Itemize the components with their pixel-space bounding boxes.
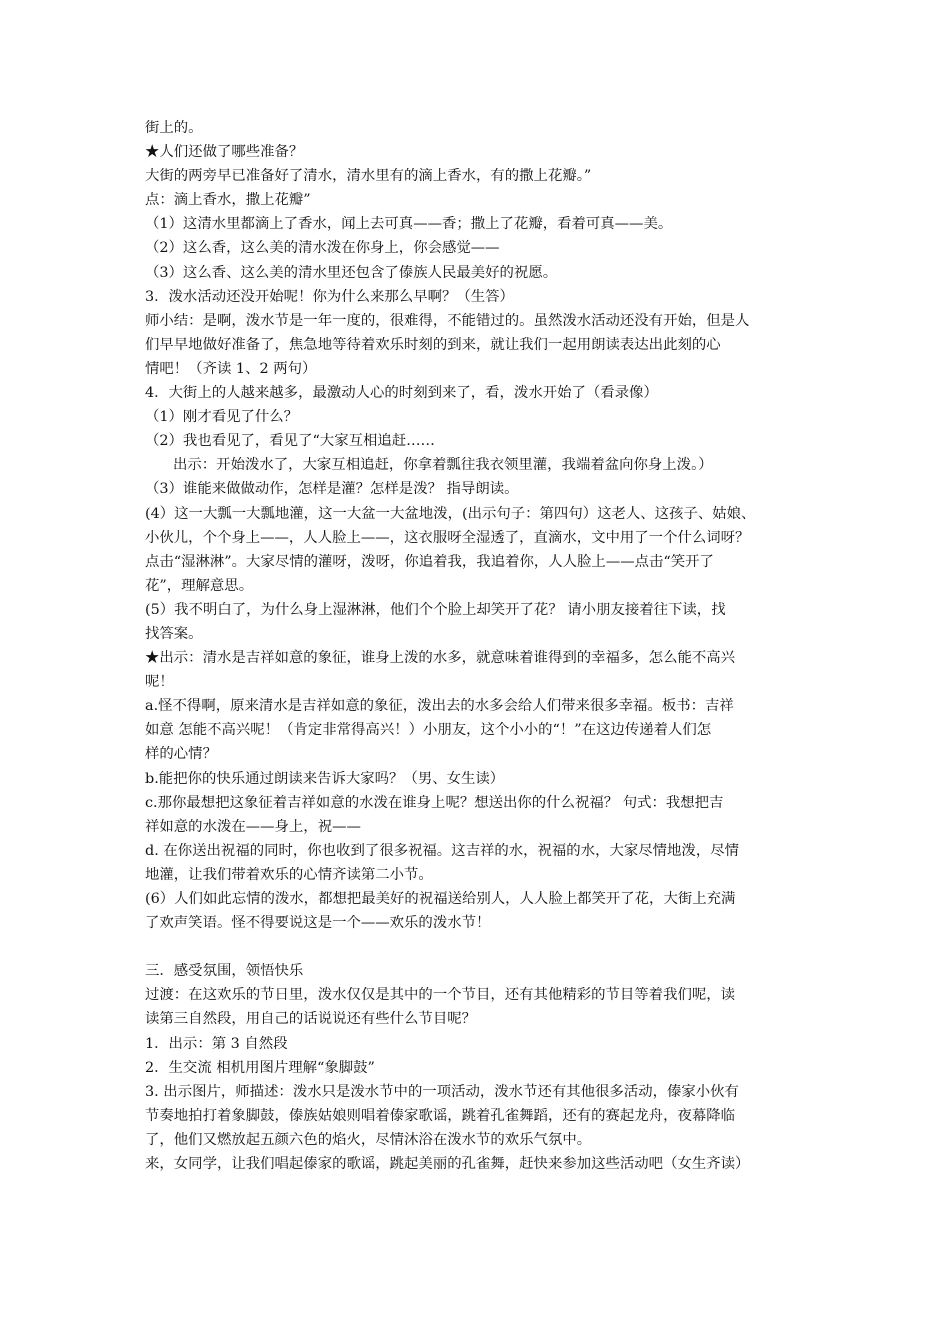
text-line: 过渡：在这欢乐的节日里，泼水仅仅是其中的一个节目，还有其他精彩的节目等着我们呢，读 [145,987,736,1004]
text-line: （2）我也看见了，看见了“大家互相追赶…… [145,433,435,450]
blank-line [145,935,813,959]
question-line: ★人们还做了哪些准备？ [145,144,304,161]
text-line: 样的心情？ [145,746,217,763]
text-line: 师小结：是啊，泼水节是一年一度的，很难得，不能错过的。虽然泼水活动还没有开始，但是人 [145,312,750,329]
text-line: 来，女同学，让我们唱起傣家的歌谣，跳起美丽的孔雀舞，赶快来参加这些活动吧（女生齐读） [145,1156,750,1173]
text-line: (4）这一大瓢一大瓢地灌，这一大盆一大盆地泼，(出示句子：第四句）这老人、这孩子、姑娘、 [145,505,756,522]
text-line: 呢！ [145,674,174,691]
text-line: 地灌，让我们带着欢乐的心情齐读第二小节。 [145,866,433,883]
text-line: d. 在你送出祝福的同时，你也收到了很多祝福。这吉祥的水，祝福的水，大家尽情地泼，尽情 [145,842,739,859]
text-line: 找答案。 [145,625,203,642]
text-line: 点击“湿淋淋”。大家尽情的灌呀，泼呀，你追着我，我追着你，人人脸上——点击“笑开了 [145,553,714,570]
text-line: （1）刚才看见了什么？ [145,409,299,426]
text-line: a.怪不得啊，原来清水是吉祥如意的象征，泼出去的水多会给人们带来很多幸福。板书：吉祥 [145,698,734,715]
text-line: 大街的两旁早已准备好了清水，清水里有的滴上香水，有的撒上花瓣。” [145,168,592,185]
text-line: 情吧！（齐读 1、2 两句） [145,360,317,377]
text-line: 花”，理解意思。 [145,577,254,594]
text-line: 2．生交流 相机用图片理解“象脚鼓” [145,1059,375,1076]
text-line: 3．泼水活动还没开始呢！你为什么来那么早啊？（生答） [145,288,514,305]
text-line: 1．出示：第 3 自然段 [145,1035,288,1052]
text-line: 祥如意的水泼在——身上，祝—— [145,818,361,835]
text-line: c.那你最想把这象征着吉祥如意的水泼在谁身上呢？想送出你的什么祝福？ 句式：我想把吉 [145,794,724,811]
question-line: ★出示：清水是吉祥如意的象征，谁身上泼的水多，就意味着谁得到的幸福多，怎么能不高兴 [145,650,736,667]
text-line: 出示：开始泼水了，大家互相追赶，你拿着瓢往我衣领里灌，我端着盆向你身上泼。） [173,457,713,474]
text-line: （2）这么香，这么美的清水泼在你身上，你会感觉—— [145,240,500,257]
text-line: （3）这么香、这么美的清水里还包含了傣族人民最美好的祝愿。 [145,264,558,281]
text-line: （3）谁能来做做动作，怎样是灌？怎样是泼？ 指导朗读。 [145,481,519,498]
text-line: 读第三自然段，用自己的话说说还有些什么节目呢？ [145,1011,476,1028]
text-line: 4．大街上的人越来越多，最激动人心的时刻到来了，看，泼水开始了（看录像） [145,385,658,402]
text-line: 如意 怎能不高兴呢！（肯定非常得高兴！）小朋友，这个小小的“！”在这边传递着人们怎 [145,722,712,739]
text-line: 街上的。 [145,120,203,136]
section-heading: 三．感受氛围，领悟快乐 [145,963,304,980]
text-line: (5）我不明白了，为什么身上湿淋淋，他们个个脸上却笑开了花？ 请小朋友接着往下读，找 [145,601,726,618]
text-line: 3. 出示图片，师描述：泼水只是泼水节中的一项活动，泼水节还有其他很多活动，傣家小伙有 [145,1083,739,1100]
text-line: 点：滴上香水，撒上花瓣” [145,192,311,209]
text-line: (6）人们如此忘情的泼水，都想把最美好的祝福送给别人，人人脸上都笑开了花，大街上充满 [145,891,736,907]
text-line: 了，他们又燃放起五颜六色的焰火，尽情沐浴在泼水节的欢乐气氛中。 [145,1131,592,1148]
text-line: 们早早地做好准备了，焦急地等待着欢乐时刻的到来，就让我们一起用朗读表达出此刻的心 [145,336,721,353]
document-page [145,116,813,1176]
text-line: b.能把你的快乐通过朗读来告诉大家吗？（男、女生读） [145,770,505,787]
text-line: 节奏地拍打着象脚鼓，傣族姑娘则唱着傣家歌谣，跳着孔雀舞蹈，还有的赛起龙舟，夜幕降临 [145,1107,736,1124]
text-line: （1）这清水里都滴上了香水，闻上去可真——香；撒上了花瓣，看着可真——美。 [145,216,673,233]
text-line: 小伙儿，个个身上——，人人脸上——，这衣服呀全湿透了，直滴水，文中用了一个什么词呀？ [145,529,750,546]
text-line: 了欢声笑语。怪不得要说这是一个——欢乐的泼水节！ [145,915,491,932]
